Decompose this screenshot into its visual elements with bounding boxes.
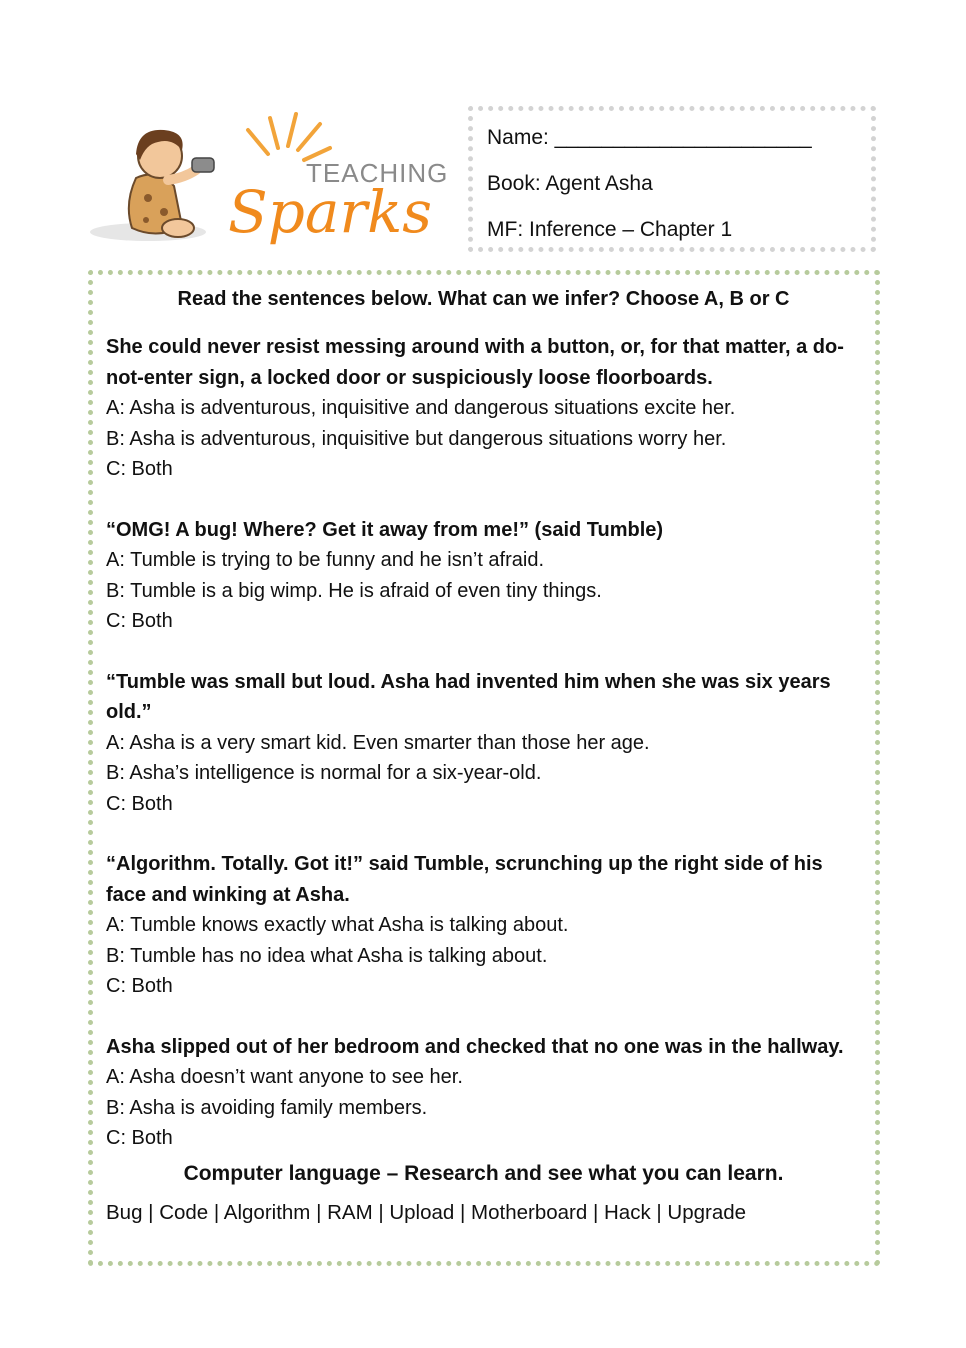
option-b: B: Tumble is a big wimp. He is afraid of even tiny things. (106, 579, 602, 602)
logo-line1: TEACHING (306, 158, 449, 188)
question-2 (106, 515, 861, 637)
vocabulary-terms: Bug | Code | Algorithm | RAM | Upload | Motherboard | Hack | Upgrade (106, 1200, 747, 1224)
questions-panel (88, 270, 880, 1266)
question-stem: “Algorithm. Totally. Got it!” said Tumble, scrunching up the right side of his face and winking at Asha. (106, 853, 823, 906)
option-a: A: Tumble knows exactly what Asha is talking about. (106, 914, 569, 936)
option-c: C: Both (106, 1127, 173, 1149)
option-c: C: Both (106, 792, 173, 815)
option-a: A: Tumble is trying to be funny and he isn’t afraid. (106, 549, 545, 571)
option-a: A: Asha is adventurous, inquisitive and dangerous situations excite her. (106, 397, 736, 419)
teaching-sparks-logo (88, 108, 450, 258)
question-4 (106, 849, 861, 1002)
option-b: B: Asha is adventurous, inquisitive but dangerous situations worry her. (106, 427, 727, 450)
option-c: C: Both (106, 975, 173, 997)
caveman-mascot-icon (88, 108, 450, 258)
book-label: Book: Agent Asha (487, 172, 653, 195)
logo-line2: Sparks (228, 178, 433, 246)
question-stem: She could never resist messing around with a button, or, for that matter, a do-not-enter sign, a locked door or suspiciously loose floorboards. (106, 336, 844, 389)
instructions: Read the sentences below. What can we infer? Choose A, B or C (177, 288, 790, 310)
question-stem: “Tumble was small but loud. Asha had invented him when she was six years old.” (106, 670, 831, 723)
question-5 (106, 1032, 861, 1154)
option-c: C: Both (106, 458, 173, 480)
question-stem: “OMG! A bug! Where? Get it away from me!” (said Tumble) (106, 518, 664, 541)
option-b: B: Asha’s intelligence is normal for a six-year-old. (106, 762, 542, 784)
option-b: B: Tumble has no idea what Asha is talking about. (106, 944, 548, 967)
mf-label: MF: Inference – Chapter 1 (487, 218, 733, 241)
option-b: B: Asha is avoiding family members. (106, 1096, 428, 1119)
research-heading: Computer language – Research and see what you can learn. (183, 1161, 784, 1185)
student-info-box (468, 106, 876, 252)
question-stem: Asha slipped out of her bedroom and checked that no one was in the hallway. (106, 1035, 844, 1058)
question-1 (106, 332, 861, 485)
question-3 (106, 667, 861, 820)
option-c: C: Both (106, 610, 173, 632)
option-a: A: Asha doesn’t want anyone to see her. (106, 1066, 463, 1088)
option-a: A: Asha is a very smart kid. Even smarter than those her age. (106, 731, 650, 754)
name-field-label: Name: ______________________ (487, 126, 812, 149)
